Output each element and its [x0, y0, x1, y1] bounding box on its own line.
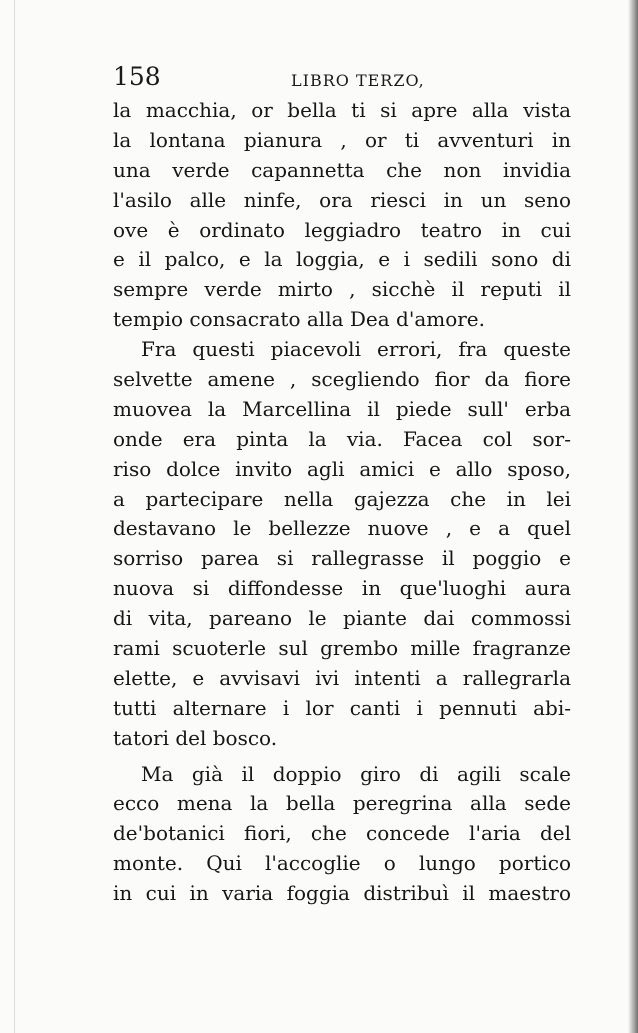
text-line: a partecipare nella gajezza che in lei — [113, 486, 571, 511]
page-edge — [14, 0, 15, 1033]
page-number: 158 — [113, 62, 161, 91]
text-line: la lontana pianura , or ti avventuri in — [113, 127, 571, 152]
text-line: ecco mena la bella peregrina alla sede — [113, 791, 571, 816]
text-line: elette, e avvisavi ivi intenti a rallegrarla — [113, 665, 571, 690]
text-line: onde era pinta la via. Facea col sor- — [113, 426, 571, 451]
text-line: riso dolce invito agli amici e allo sposo, — [113, 456, 571, 481]
text-line: rami scuoterle sul grembo mille fragranze — [113, 636, 571, 661]
text-line: selvette amene , scegliendo fior da fiore — [113, 367, 571, 392]
body-text — [113, 96, 571, 909]
text-line: Ma già il doppio giro di agili scale — [141, 761, 571, 786]
text-line: tempio consacrato alla Dea d'amore. — [113, 307, 486, 332]
text-line: monte. Qui l'accoglie o lungo portico — [113, 851, 571, 876]
text-line: tutti alternare i lor canti i pennuti abi- — [113, 695, 571, 720]
text-line: de'botanici fiori, che concede l'aria del — [113, 821, 571, 846]
text-line: e il palco, e la loggia, e i sedili sono di — [113, 247, 571, 272]
text-line: una verde capannetta che non invidia — [113, 157, 571, 182]
text-line: la macchia, or bella ti si apre alla vista — [113, 98, 571, 122]
text-line: ove è ordinato leggiadro teatro in cui — [113, 217, 571, 242]
paragraph-1 — [113, 96, 571, 335]
text-line: Fra questi piacevoli errori, fra queste — [141, 337, 571, 362]
text-line: l'asilo alle ninfe, ora riesci in un seno — [113, 187, 571, 212]
paragraph-2 — [113, 335, 571, 753]
text-line: nuova si diffondesse in que'luoghi aura — [113, 576, 571, 601]
text-line: di vita, pareano le piante dai commossi — [113, 606, 571, 631]
spine-shadow — [628, 0, 638, 1033]
text-line: tatori del bosco. — [113, 725, 278, 750]
page-header — [113, 62, 573, 96]
paragraph-3 — [113, 760, 571, 909]
text-line: muovea la Marcellina il piede sull' erba — [113, 396, 571, 421]
text-line: sorriso parea si rallegrasse il poggio e — [113, 546, 571, 571]
running-head: LIBRO TERZO, — [291, 71, 425, 90]
text-line: sempre verde mirto , sicchè il reputi il — [113, 277, 571, 302]
text-line: destavano le bellezze nuove , e a quel — [113, 516, 571, 541]
text-line: in cui in varia foggia distribuì il maestro — [113, 881, 571, 906]
